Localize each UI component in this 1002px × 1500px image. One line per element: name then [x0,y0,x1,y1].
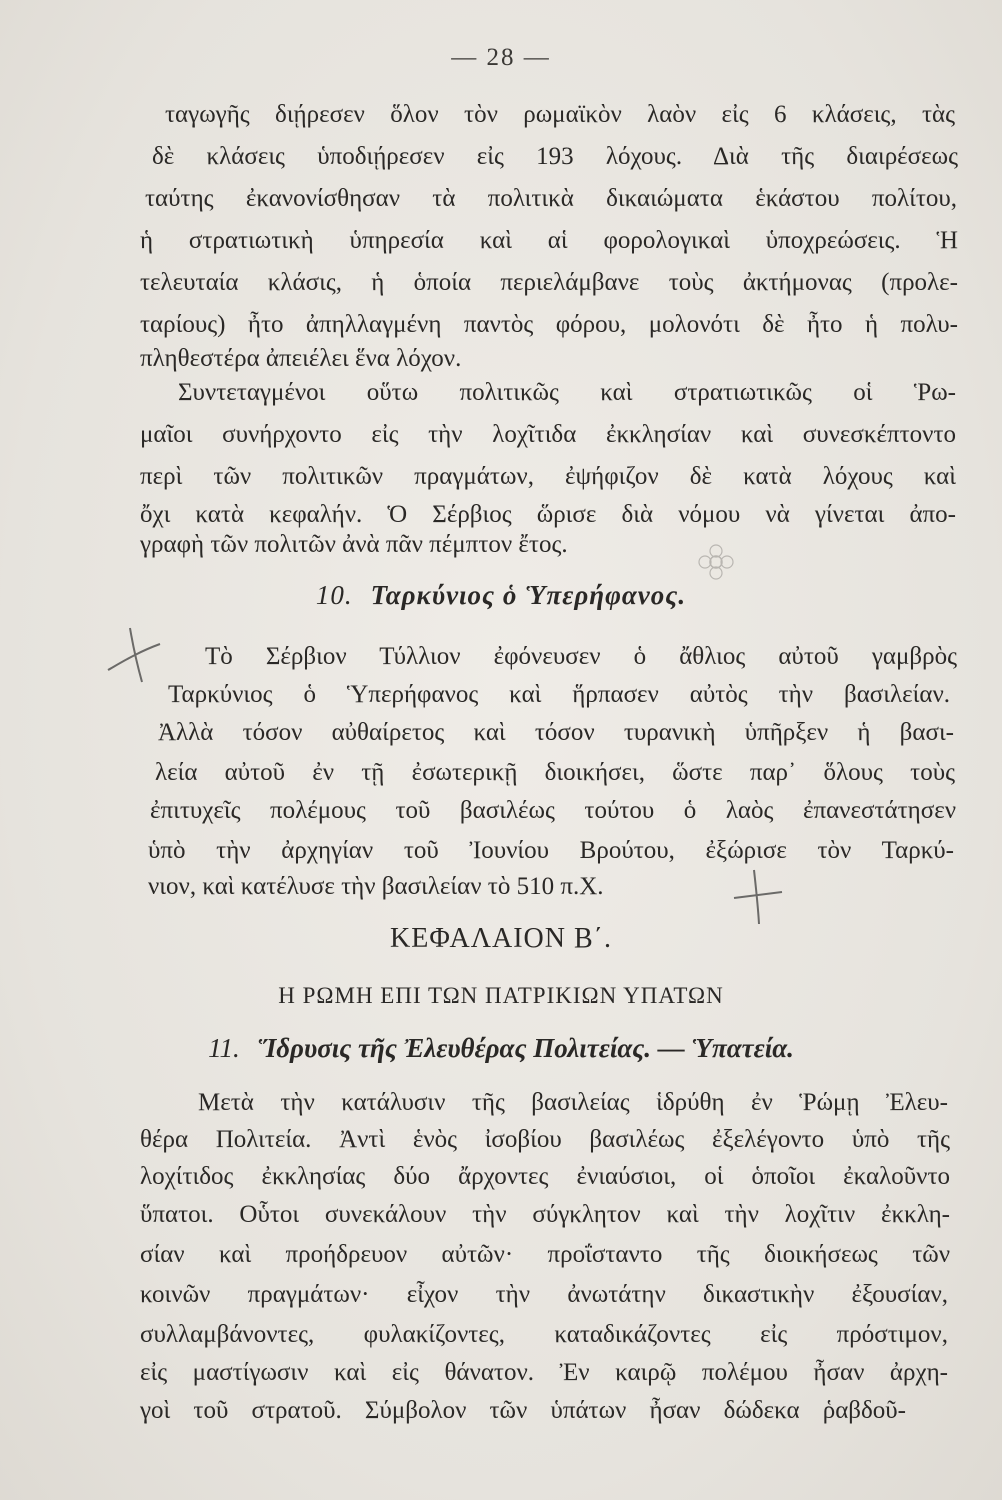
text-line: ὄχι κατὰ κεφαλήν. Ὁ Σέρβιος ὥρισε διὰ νόμου νὰ γίνεται ἀπο- [140,501,956,528]
text-line: πληθεστέρα ἀπειέλει ἕνα λόχον. [140,345,462,372]
text-line: λοχίτιδος ἐκκλησίας δύο ἄρχοντες ἐνιαύσιοι, οἱ ὁποῖοι ἐκαλοῦντο [140,1163,950,1190]
text-line: τελευταία κλάσις, ἡ ὁποία περιελάμβανε τοὺς ἀκτήμονας (προλε- [140,269,958,296]
page-number: — 28 — [451,44,551,71]
text-line: ὕπατοι. Οὗτοι συνεκάλουν τὴν σύγκλητον καὶ τὴν λοχῖτιν ἐκκλη- [140,1201,950,1228]
text-line: εἰς μαστίγωσιν καὶ εἰς θάνατον. Ἐν καιρῷ πολέμου ἦσαν ἀρχη- [140,1359,948,1386]
text-line: ταύτης ἐκανονίσθησαν τὰ πολιτικὰ δικαιώματα ἑκάστου πολίτου, [145,185,957,212]
chapter-title: Η ΡΩΜΗ ΕΠΙ ΤΩΝ ΠΑΤΡΙΚΙΩΝ ΥΠΑΤΩΝ [278,983,724,1008]
text-line: κοινῶν πραγμάτων· εἶχον τὴν ἀνωτάτην δικαστικὴν ἐξουσίαν, [140,1281,948,1308]
text-line: θέρα Πολιτεία. Ἀντὶ ἑνὸς ἰσοβίου βασιλέως ἐξελέγοντο ὑπὸ τῆς [140,1126,950,1153]
pencil-cross-mark [100,618,170,688]
text-line: ἐπιτυχεῖς πολέμους τοῦ βασιλέως τούτου ὁ λαὸς ἐπανεστάτησεν [150,797,956,824]
text-line: γοὶ τοῦ στρατοῦ. Σύμβολον τῶν ὑπάτων ἦσαν δώδεκα ῥαβδοῦ- [140,1397,906,1424]
text-line: ταρίους) ἦτο ἀπηλλαγμένη παντὸς φόρου, μολονότι δὲ ἦτο ἡ πολυ- [140,311,958,338]
section-heading-11 [0,1033,1002,1064]
text-line: ἡ στρατιωτικὴ ὑπηρεσία καὶ αἱ φορολογικαὶ ὑποχρεώσεις. Ἡ [140,227,958,254]
text-line: γραφὴ τῶν πολιτῶν ἀνὰ πᾶν πέμπτον ἔτος. [140,531,568,558]
text-line: δὲ κλάσεις ὑποδιῄρεσεν εἰς 193 λόχους. Διὰ τῆς διαιρέσεως [152,143,958,170]
text-line: λεία αὐτοῦ ἐν τῇ ἐσωτερικῇ διοικήσει, ὥστε παρ᾽ ὅλους τοὺς [155,759,955,786]
text-line: ταγωγῆς διῄρεσεν ὅλον τὸν ρωμαϊκὸν λαὸν εἰς 6 κλάσεις, τὰς [165,101,955,128]
text-line: συλλαμβάνοντες, φυλακίζοντες, καταδικάζοντες εἰς πρόστιμον, [140,1321,948,1348]
text-line: Συντεταγμένοι οὕτω πολιτικῶς καὶ στρατιωτικῶς οἱ Ῥω- [178,379,956,406]
text-line: μαῖοι συνήρχοντο εἰς τὴν λοχῖτιδα ἐκκλησίαν καὶ συνεσκέπτοντο [140,421,956,448]
text-line: Ἀλλὰ τόσον αὐθαίρετος καὶ τόσον τυρανικὴ ὑπῆρξεν ἡ βασι- [158,719,954,746]
text-line: σίαν καὶ προήδρευον αὐτῶν· προΐσταντο τῆς διοικήσεως τῶν [140,1241,950,1268]
text-line: Τὸ Σέρβιον Τύλλιον ἐφόνευσεν ὁ ἄθλιος αὐτοῦ γαμβρὸς [205,643,957,670]
text-line: Μετὰ τὴν κατάλυσιν τῆς βασιλείας ἱδρύθη ἐν Ῥώμῃ Ἐλευ- [198,1089,948,1116]
section-number: 11. [208,1033,240,1063]
text-line: Ταρκύνιος ὁ Ὑπερήφανος καὶ ἥρπασεν αὐτὸς τὴν βασιλείαν. [168,681,950,708]
text-line: περὶ τῶν πολιτικῶν πραγμάτων, ἐψήφιζον δὲ κατὰ λόχους καὶ [140,463,956,490]
text-line: ὑπὸ τὴν ἀρχηγίαν τοῦ Ἰουνίου Βρούτου, ἐξώρισε τὸν Ταρκύ- [148,837,954,864]
section-title: Ταρκύνιος ὁ Ὑπερήφανος. [370,580,687,610]
section-title: Ἵδρυσις τῆς Ἐλευθέρας Πολιτείας. — Ὑπατεία. [257,1033,794,1063]
section-heading-10 [0,580,1002,611]
text-line: νιον, καὶ κατέλυσε τὴν βασιλείαν τὸ 510 π.Χ. [148,873,604,900]
chapter-label: ΚΕΦΑΛΑΙΟΝ Β΄. [390,923,612,954]
section-number: 10. [315,580,353,610]
